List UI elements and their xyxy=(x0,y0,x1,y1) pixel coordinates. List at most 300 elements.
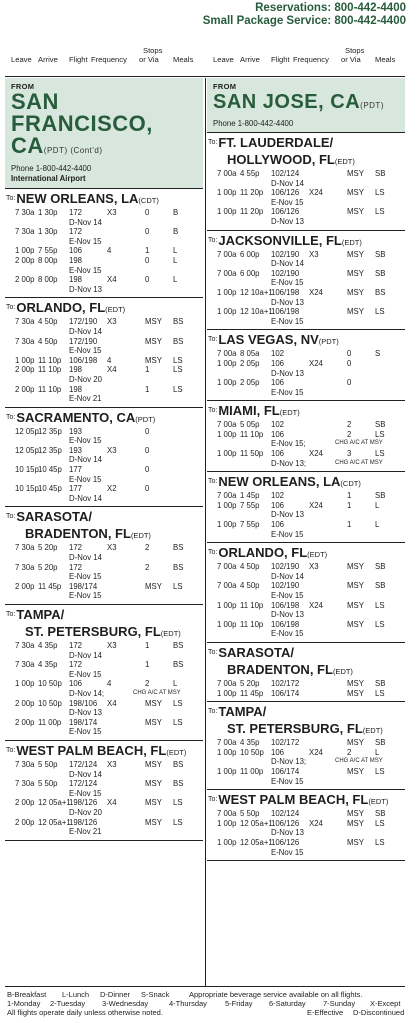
flight-row xyxy=(5,760,203,770)
leave-time: 7 00a xyxy=(217,169,237,178)
flight-number: 106/174 xyxy=(271,766,300,776)
flight-number: 106/198 xyxy=(271,287,300,297)
flight-number: D-Nov 14 xyxy=(69,326,102,336)
meals: L xyxy=(173,246,178,256)
flight-row xyxy=(5,699,203,709)
leave-time: 2 00p xyxy=(15,255,35,265)
leave-time: 2 00p xyxy=(15,698,35,708)
flight-note-row xyxy=(207,591,405,601)
meals: SB xyxy=(375,809,386,819)
stops-or-via: 0 xyxy=(145,426,150,436)
leave-time: 7 00a xyxy=(217,420,237,430)
flight-number: D-Nov 13; xyxy=(271,458,307,468)
meals: LS xyxy=(173,581,183,591)
right-column xyxy=(207,78,405,861)
origin-city xyxy=(11,91,197,162)
frequency: X24 xyxy=(309,188,323,198)
flight-row xyxy=(5,563,203,573)
flight-number: 106/126 xyxy=(271,837,300,847)
meals: L xyxy=(173,255,178,265)
destination-list xyxy=(207,133,405,861)
frequency: X3 xyxy=(107,641,117,650)
arrive-time: 7 55p xyxy=(240,520,260,530)
flight-row xyxy=(207,288,405,298)
arrive-time: 4 35p xyxy=(38,641,58,650)
stops-or-via: MSY xyxy=(347,738,364,748)
flight-number: D-Nov 14 xyxy=(271,259,304,269)
arrive-time: 5 50p xyxy=(38,759,58,769)
destination-tz: (EDT) xyxy=(279,408,300,418)
flight-note-row xyxy=(207,777,405,787)
meals: SB xyxy=(375,420,386,430)
to-label: To: xyxy=(208,648,218,656)
flight-number: 172/190 xyxy=(69,317,98,327)
stops-or-via: 1 xyxy=(347,491,352,501)
flight-number: E-Nov 15 xyxy=(69,591,102,601)
arrive-time: 10 45p xyxy=(38,465,62,475)
legend-item: S-Snack xyxy=(141,990,170,999)
arrive-time: 11 10p xyxy=(38,384,62,394)
flight-number: 106 xyxy=(69,679,83,689)
flight-number: E-Nov 15 xyxy=(69,236,102,246)
leave-time: 2 00p xyxy=(15,275,35,285)
flight-row xyxy=(5,779,203,789)
leave-time: 1 00p xyxy=(217,600,237,610)
legend-line-days xyxy=(7,999,412,1008)
stops-or-via: CHG A/C AT MSY xyxy=(335,459,383,466)
leave-time: 1 00p xyxy=(217,520,237,530)
flight-row xyxy=(207,748,405,758)
leave-time: 2 00p xyxy=(15,717,35,727)
origin-city-line: FRANCISCO, xyxy=(11,111,153,136)
flight-number: D-Nov 13 xyxy=(271,610,304,620)
flight-note-row xyxy=(5,708,203,718)
col-meals: Meals xyxy=(375,55,396,64)
stops-or-via: CHG A/C AT MSY xyxy=(133,689,181,696)
flight-number: 102/190 xyxy=(271,581,300,591)
col-flight: Flight xyxy=(271,55,290,64)
arrive-time: 1 30p xyxy=(38,208,58,217)
destination-block xyxy=(207,643,405,702)
col-via: or Via xyxy=(341,55,361,64)
destination-name: $^{To:}$SARASOTA/ xyxy=(208,644,294,660)
legend-item: Appropriate beverage service available on all flights. xyxy=(189,990,363,999)
flight-number: D-Nov 13 xyxy=(271,828,304,838)
leave-time: 7 00a xyxy=(217,809,237,819)
flight-note-row xyxy=(207,757,405,767)
to-label: To: xyxy=(208,549,218,557)
arrive-time: 7 55p xyxy=(240,500,260,510)
leave-time: 7 30a xyxy=(15,660,35,670)
left-column xyxy=(5,78,203,841)
origin-city-line: SAN xyxy=(11,89,59,114)
flight-number: D-Nov 13 xyxy=(271,297,304,307)
flight-number: 198/126 xyxy=(69,798,98,808)
flight-number: 172 xyxy=(69,543,83,553)
arrive-time: 12 05a+1 xyxy=(38,817,71,827)
legend-item: E-Effective xyxy=(307,1008,344,1017)
frequency: 4 xyxy=(107,679,112,689)
destination-name-line2: HOLLYWOOD, FL(EDT) xyxy=(227,152,355,167)
flight-row xyxy=(5,660,203,670)
arrive-time: 8 00p xyxy=(38,255,58,265)
flight-number: 172 xyxy=(69,641,83,650)
flight-number: 198/106 xyxy=(69,698,98,708)
meals: SB xyxy=(375,581,386,591)
arrive-time: 11 20p xyxy=(240,188,264,198)
flight-row xyxy=(5,446,203,456)
meals: BS xyxy=(173,543,184,553)
leave-time: 2 00p xyxy=(15,798,35,808)
meals: LS xyxy=(173,717,183,727)
flight-number: 106 xyxy=(271,358,285,368)
flight-number: 106/126 xyxy=(271,188,300,198)
stops-or-via: 2 xyxy=(145,679,150,689)
meals: BS xyxy=(173,562,184,572)
flight-number: D-Nov 14 xyxy=(271,571,304,581)
leave-time: 7 30a xyxy=(15,227,35,237)
flight-number: 198/174 xyxy=(69,717,98,727)
flight-row xyxy=(207,307,405,317)
leave-time: 7 30a xyxy=(15,317,35,327)
flight-note-row xyxy=(207,388,405,398)
arrive-time: 11 45p xyxy=(240,688,264,698)
flight-number: E-Nov 15 xyxy=(271,387,304,397)
flight-row xyxy=(5,818,203,828)
stops-or-via: MSY xyxy=(145,317,162,327)
flight-number: 102 xyxy=(271,420,285,430)
flight-note-row xyxy=(207,848,405,858)
flight-number: 193 xyxy=(69,426,83,436)
flight-row xyxy=(5,582,203,592)
destination-tz: (EDT) xyxy=(341,237,362,247)
arrive-time: 5 50p xyxy=(240,809,260,819)
flight-number: 172 xyxy=(69,562,83,572)
destination-name: $^{To:}$LAS VEGAS, NV(PDT) xyxy=(208,332,339,348)
stops-or-via: MSY xyxy=(347,249,364,259)
flight-row xyxy=(207,349,405,359)
flight-note-row xyxy=(5,689,203,699)
flight-number: D-Nov 13 xyxy=(69,284,102,294)
arrive-time: 2 05p xyxy=(240,378,260,388)
flight-number: 172/124 xyxy=(69,779,98,789)
flight-row xyxy=(207,449,405,459)
flight-note-row xyxy=(207,439,405,449)
frequency: X4 xyxy=(107,698,117,708)
leave-time: 1 00p xyxy=(15,246,35,256)
destination-name: $^{To:}$FT. LAUDERDALE/ xyxy=(208,135,334,150)
arrive-time: 1 30p xyxy=(38,227,58,237)
stops-or-via: MSY xyxy=(145,779,162,789)
stops-or-via: MSY xyxy=(347,809,364,819)
legend-item: 3-Wednesday xyxy=(102,999,149,1008)
leave-time: 1 00p xyxy=(217,747,237,757)
stops-or-via: 0 xyxy=(145,255,150,265)
flight-number: E-Nov 15 xyxy=(271,529,304,539)
meals: L xyxy=(375,500,380,510)
flight-note-row xyxy=(207,530,405,540)
meals: LS xyxy=(375,188,385,198)
flight-number: 198/174 xyxy=(69,581,98,591)
flight-row xyxy=(207,689,405,699)
stops-or-via: MSY xyxy=(145,355,162,365)
flight-row xyxy=(5,337,203,347)
flight-note-row xyxy=(207,369,405,379)
arrive-time: 10 50p xyxy=(38,698,62,708)
leave-time: 2 00p xyxy=(15,384,35,394)
flight-row xyxy=(207,491,405,501)
flight-note-row xyxy=(5,670,203,680)
stops-or-via: 2 xyxy=(145,562,150,572)
destination-name: $^{To:}$MIAMI, FL(EDT) xyxy=(208,403,300,419)
stops-or-via: MSY xyxy=(145,698,162,708)
stops-or-via: MSY xyxy=(347,581,364,591)
meals: LS xyxy=(375,207,385,217)
destination-tz: (CDT) xyxy=(340,479,361,489)
stops-or-via: MSY xyxy=(145,759,162,769)
destination-tz: (EDT) xyxy=(166,747,187,757)
flight-note-row xyxy=(207,298,405,308)
flight-row xyxy=(207,819,405,829)
arrive-time: 5 20p xyxy=(38,562,58,572)
stops-or-via: MSY xyxy=(145,581,162,591)
flight-number: 198 xyxy=(69,255,83,265)
flight-row xyxy=(207,359,405,369)
meals: LS xyxy=(375,429,385,439)
destination-tz: (EDT) xyxy=(332,666,353,676)
leave-time: 7 00a xyxy=(217,491,237,501)
meals: SB xyxy=(375,562,386,572)
flight-number: 172 xyxy=(69,227,83,237)
destination-name: $^{To:}$SARASOTA/ xyxy=(6,509,92,525)
stops-or-via: 2 xyxy=(347,747,352,757)
arrive-time: 5 05p xyxy=(240,420,260,430)
flight-number: D-Nov 14 xyxy=(69,553,102,563)
meals: L xyxy=(375,520,380,530)
stops-or-via: MSY xyxy=(347,207,364,217)
destination-name: $^{To:}$TAMPA/ xyxy=(208,704,267,720)
stops-or-via: MSY xyxy=(347,818,364,828)
flight-row xyxy=(207,207,405,217)
frequency: X24 xyxy=(309,287,323,297)
flight-note-row xyxy=(5,327,203,337)
arrive-time: 6 00p xyxy=(240,268,260,278)
meals: SB xyxy=(375,738,386,748)
flight-note-row xyxy=(5,375,203,385)
frequency: X24 xyxy=(309,600,323,610)
flight-row xyxy=(207,738,405,748)
frequency: X3 xyxy=(107,543,117,553)
flight-note-row xyxy=(207,259,405,269)
destination-tz: (EDT) xyxy=(160,629,181,638)
flight-row xyxy=(207,169,405,179)
meals: LS xyxy=(375,307,385,317)
destination-block xyxy=(5,741,203,841)
leave-time: 1 00p xyxy=(217,188,237,198)
flight-number: 102 xyxy=(271,491,285,501)
frequency: X4 xyxy=(107,365,117,375)
flight-number: E-Nov 15 xyxy=(271,278,304,288)
flight-note-row xyxy=(5,266,203,276)
destination-block xyxy=(5,507,203,605)
arrive-time: 12 35p xyxy=(38,426,62,436)
leave-time: 7 30a xyxy=(15,562,35,572)
leave-time: 1 00p xyxy=(217,449,237,459)
legend-item: 7-Sunday xyxy=(323,999,356,1008)
destination-block xyxy=(5,189,203,298)
arrive-time: 4 35p xyxy=(38,660,58,670)
flight-number: D-Nov 14 xyxy=(69,769,102,779)
flight-number: E-Nov 15 xyxy=(69,788,102,798)
flight-number: E-Nov 15 xyxy=(69,346,102,356)
flight-number: 102/190 xyxy=(271,249,300,259)
col-flight: Flight xyxy=(69,55,88,64)
flight-number: 177 xyxy=(69,465,83,475)
flight-row xyxy=(5,356,203,366)
stops-or-via: 0 xyxy=(347,358,352,368)
flight-note-row xyxy=(207,317,405,327)
flight-row xyxy=(5,641,203,651)
flight-number: E-Nov 21 xyxy=(69,827,102,837)
flight-number: 106/126 xyxy=(271,818,300,828)
to-label: To: xyxy=(208,236,218,244)
flight-number: E-Nov 15 xyxy=(271,591,304,600)
leave-time: 1 00p xyxy=(217,207,237,217)
flight-row xyxy=(207,420,405,430)
arrive-time: 10 50p xyxy=(38,679,62,689)
leave-time: 10 15p xyxy=(15,465,39,475)
flight-note-row xyxy=(5,218,203,228)
stops-or-via: 0 xyxy=(145,465,150,475)
flight-row xyxy=(5,385,203,395)
flight-row xyxy=(5,718,203,728)
frequency: X3 xyxy=(107,208,117,217)
origin-tz: (PDT) (Cont'd) xyxy=(43,146,103,155)
frequency: X24 xyxy=(309,358,323,368)
origin-phone: Phone 1-800-442-4400 xyxy=(213,119,294,128)
frequency: X4 xyxy=(107,275,117,285)
stops-or-via: MSY xyxy=(145,817,162,827)
destination-block xyxy=(207,543,405,643)
meals: LS xyxy=(375,600,385,610)
flight-row xyxy=(5,246,203,256)
destination-name: $^{To:}$WEST PALM BEACH, FL(EDT) xyxy=(208,792,389,808)
flight-number: 106 xyxy=(271,429,285,439)
to-label: To: xyxy=(6,413,16,421)
stops-or-via: 1 xyxy=(145,365,150,375)
stops-or-via: CHG A/C AT MSY xyxy=(335,440,383,447)
stops-or-via: MSY xyxy=(347,619,364,629)
flight-number: 102/124 xyxy=(271,809,300,819)
meals: LS xyxy=(375,688,385,698)
arrive-time: 12 10a+1 xyxy=(240,307,273,317)
legend-item: X-Except xyxy=(370,999,401,1008)
stops-or-via: MSY xyxy=(145,798,162,808)
col-stops: Stops xyxy=(143,46,163,55)
flight-note-row xyxy=(5,237,203,247)
stops-or-via: MSY xyxy=(145,336,162,346)
destination-list xyxy=(5,189,203,841)
arrive-time: 8 00p xyxy=(38,275,58,285)
to-label: To: xyxy=(208,139,218,146)
arrive-time: 12 35p xyxy=(38,445,62,455)
col-arrive: Arrive xyxy=(240,55,260,64)
stops-or-via: 1 xyxy=(145,660,150,670)
to-label: To: xyxy=(6,746,16,754)
flight-number: E-Nov 15 xyxy=(271,316,304,326)
flight-row xyxy=(5,227,203,237)
flight-number: D-Nov 20 xyxy=(69,374,102,384)
legend-item: 5-Friday xyxy=(225,999,253,1008)
leave-time: 7 30a xyxy=(15,641,35,650)
meals: L xyxy=(375,747,380,757)
arrive-time: 5 50p xyxy=(38,779,58,789)
meals: LS xyxy=(375,619,385,629)
stops-or-via: MSY xyxy=(347,287,364,297)
destination-tz: (PDT) xyxy=(135,414,156,424)
leave-time: 7 00a xyxy=(217,581,237,591)
arrive-time: 10 50p xyxy=(240,747,264,757)
arrive-time: 12 05a+1 xyxy=(38,798,71,808)
stops-or-via: 0 xyxy=(347,378,352,388)
leave-time: 7 00a xyxy=(217,268,237,278)
stops-or-via: MSY xyxy=(347,307,364,317)
flight-number: 106 xyxy=(271,520,285,530)
destination-block xyxy=(5,408,203,508)
meals: S xyxy=(375,349,381,359)
stops-or-via: 0 xyxy=(145,227,150,237)
flight-note-row xyxy=(5,553,203,563)
col-stops: Stops xyxy=(345,46,365,55)
destination-name: $^{To:}$NEW ORLEANS, LA(CDT) xyxy=(6,191,159,206)
flight-row xyxy=(207,838,405,848)
arrive-time: 11 45p xyxy=(38,581,62,591)
flight-number: D-Nov 14; xyxy=(69,688,105,698)
legend-item: B-Breakfast xyxy=(7,990,47,999)
flight-row xyxy=(5,365,203,375)
flight-note-row xyxy=(5,770,203,780)
stops-or-via: MSY xyxy=(347,837,364,847)
col-meals: Meals xyxy=(173,55,194,64)
destination-name: $^{To:}$ORLANDO, FL(EDT) xyxy=(208,545,328,561)
flight-number: D-Nov 14 xyxy=(271,178,304,188)
reservations-header xyxy=(203,2,406,28)
col-frequency: Frequency xyxy=(91,55,127,64)
leave-time: 7 30a xyxy=(15,779,35,789)
stops-or-via: 1 xyxy=(347,500,352,510)
meals: L xyxy=(173,275,178,285)
arrive-time: 4 50p xyxy=(240,581,260,591)
leave-time: 7 00a xyxy=(217,349,237,359)
legend-item: L-Lunch xyxy=(62,990,90,999)
leave-time: 7 30a xyxy=(15,336,35,346)
flight-number: D-Nov 14 xyxy=(69,493,102,503)
leave-time: 2 00p xyxy=(15,817,35,827)
origin-phone: Phone 1-800-442-4400 xyxy=(11,164,92,173)
stops-or-via: 0 xyxy=(145,445,150,455)
flight-note-row xyxy=(5,808,203,818)
leave-time: 7 00a xyxy=(217,562,237,572)
flight-note-row xyxy=(5,455,203,465)
stops-or-via: MSY xyxy=(347,766,364,776)
flight-note-row xyxy=(207,217,405,227)
leave-time: 1 00p xyxy=(217,837,237,847)
to-label: To: xyxy=(6,513,16,521)
stops-or-via: MSY xyxy=(347,268,364,278)
meals: BS xyxy=(173,336,184,346)
stops-or-via: 1 xyxy=(347,520,352,530)
meals: B xyxy=(173,208,179,217)
